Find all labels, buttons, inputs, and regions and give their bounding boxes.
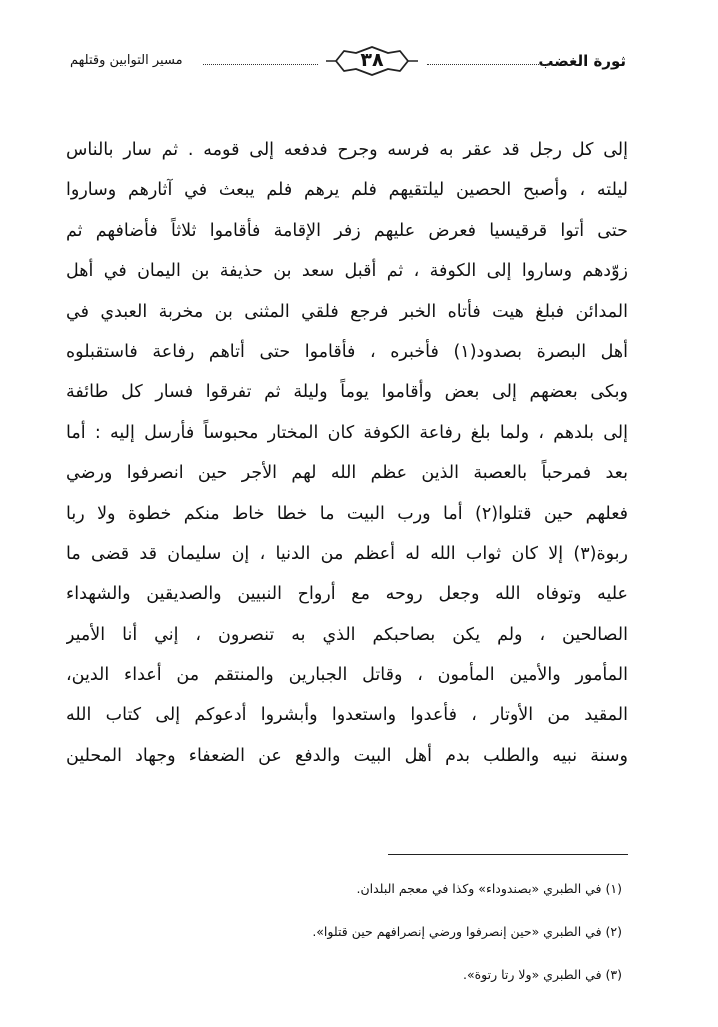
text-line: المقيد من الأوتار ، فأعدوا واستعدوا وأبشروا أدعوكم إلى كتاب الله [66, 705, 628, 726]
footnote: (١) في الطبري «بصندوداء» وكذا في معجم البلدان. [356, 881, 622, 896]
footnote-separator [388, 854, 628, 855]
text-line: المدائن فبلغ هيت فأتاه الخبر فرجع فلقي المثنى بن مخربة العبدي في [66, 301, 628, 322]
text-line: إلى كل رجل قد عقر به فرسه وجرح فدفعه إلى قومه . ثم سار بالناس [66, 140, 628, 160]
text-line: فعلهم حين قتلوا(٢) أما ورب البيت ما خطا خاط منكم خطوة ولا ربا [66, 503, 628, 524]
text-line: المأمور والأمين المأمون ، وقاتل الجبارين والمنتقم من أعداء الدين، [66, 665, 628, 686]
footnote: (٣) في الطبري «ولا رتا رتوة». [462, 967, 622, 982]
text-line: وبكى بعضهم إلى بعض وأقاموا يوماً وليلة ثم تفرقوا فسار كل طائفة [66, 382, 628, 403]
header-dotted-leader-right [427, 64, 557, 65]
text-line: أهل البصرة بصدود(١) فأخبره ، فأقاموا حتى أتاهم رفاعة فاستقبلوه [66, 341, 628, 362]
text-line: بعد فمرحباً بالعصبة الذين عظم الله لهم الأجر حين انصرفوا ورضي [66, 463, 628, 484]
header-dotted-leader-left [203, 64, 318, 65]
text-line: الصالحين ، ولم يكن بصاحبكم الذي به تنصرون ، إني أنا الأمير [66, 624, 628, 645]
text-line: ليلته ، وأصبح الحصين ليلتقيهم فلم يرهم فلم يبعث في آثارهم وساروا [66, 180, 628, 201]
text-line: عليه وتوفاه الله وجعل روحه مع أرواح النبيين والصديقين والشهداء [66, 584, 628, 605]
text-line: حتى أتوا قرقيسيا فعرض عليهم زفر الإقامة فأقاموا ثلاثاً فأضافهم ثم [66, 220, 628, 241]
page-number-ornament [322, 44, 422, 78]
text-line: إلى بلدهم ، ولما بلغ رفاعة الكوفة كان المختار محبوساً فأرسل إليه : أما [66, 422, 628, 443]
running-header [70, 44, 626, 78]
chapter-title: ثورة الغضب [538, 52, 626, 70]
page-number: ٣٨ [360, 49, 384, 71]
section-title: مسير التوابين وقتلهم [70, 53, 183, 68]
text-line: ربوة(٣) إلا كان ثواب الله له أعظم من الدنيا ، إن سليمان قد قضى ما [66, 543, 628, 564]
body-text [66, 130, 628, 776]
text-line: زوّدهم وساروا إلى الكوفة ، ثم أقبل سعد بن حذيفة بن اليمان في أهل [66, 261, 628, 282]
footnotes [66, 874, 622, 1003]
text-line: وسنة نبيه والطلب بدم أهل البيت والدفع عن الضعفاء وجهاد المحلين [66, 745, 628, 766]
footnote: (٢) في الطبري «حين إنصرفوا ورضي إنصرافهم حين قتلوا». [312, 924, 622, 939]
